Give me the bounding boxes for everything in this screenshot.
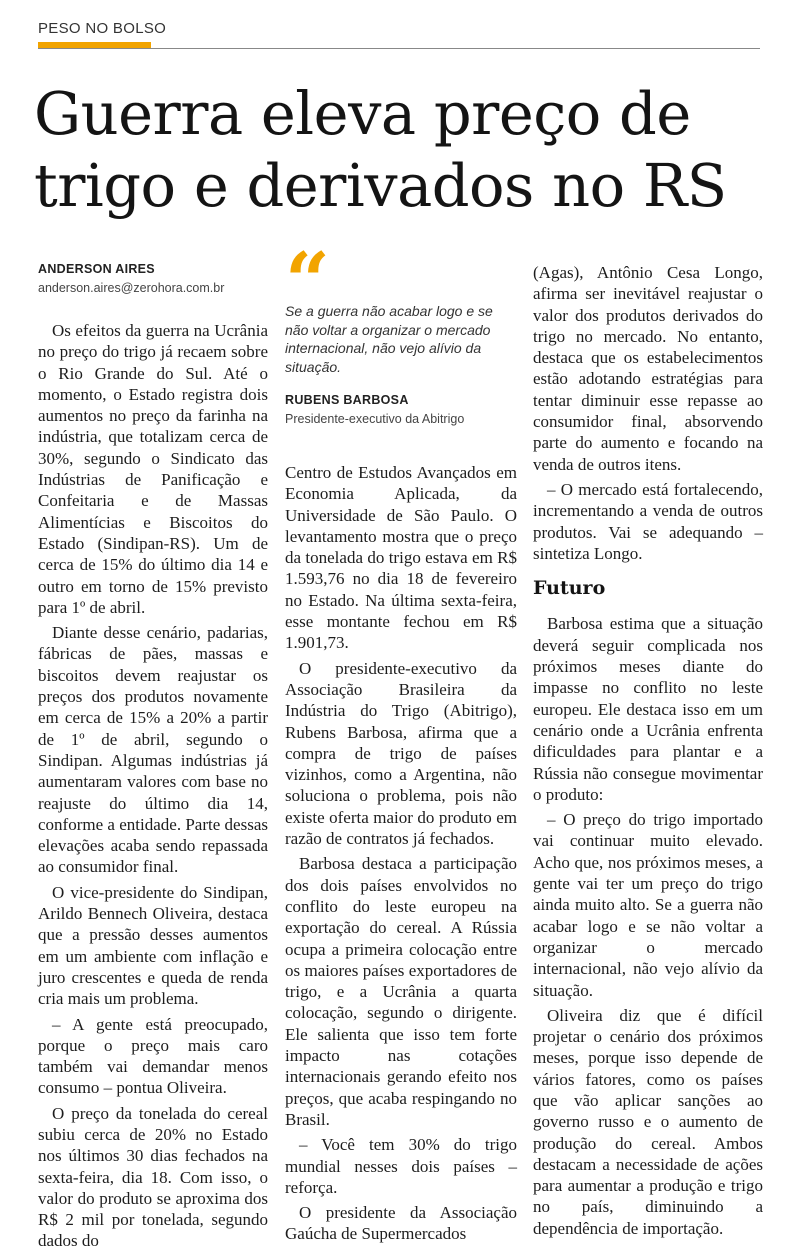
paragraph: Barbosa destaca a participação dos dois países envolvidos no conflito do leste europeu na exportação do cereal. A Rússia ocupa a primeira colocação entre os maiores países exportadores de trigo, e a Ucrânia a quarta colocação, segundo o dirigente. Ele salienta que isso tem forte impacto nas cotações internacionais gerando efeito nos preços, que acaba respingando no Brasil. <box>285 854 517 1129</box>
headline: Guerra eleva preço de trigo e derivados no RS <box>34 79 727 220</box>
paragraph: O preço da tonelada do cereal subiu cerca de 20% no Estado nos últimos 30 dias fechados na sexta-feira, dia 18. Com isso, o valor do produto se aproxima dos R$ 2 mil por tonelada, segundo dados do <box>38 1103 268 1251</box>
paragraph: – A gente está preocupado, porque o preço mais caro também vai demandar menos consumo – pontua Oliveira. <box>38 1014 268 1098</box>
paragraph: O presidente da Associação Gaúcha de Supermercados <box>285 1203 517 1244</box>
section-label: PESO NO BOLSO <box>38 20 167 37</box>
column-1 <box>38 320 268 1256</box>
quote-role: Presidente-executivo da Abitrigo <box>285 412 465 426</box>
paragraph: Barbosa estima que a situação deverá seguir complicada nos próximos meses diante do impasse no conflito no leste europeu. Ele destaca isso em um cenário onde a Ucrânia enfrenta dificuldades para plantar e a Rússia não consegue movimentar o produto: <box>533 614 763 804</box>
column-3 <box>533 262 763 1243</box>
paragraph: – Você tem 30% do trigo mundial nesses dois países – reforça. <box>285 1135 517 1197</box>
quote-mark-icon: “ <box>285 236 330 327</box>
quote-author: RUBENS BARBOSA <box>285 393 409 407</box>
byline <box>38 262 224 295</box>
paragraph: Diante desse cenário, padarias, fábricas de pães, massas e biscoitos devem reajustar os preços dos produtos novamente em cerca de 15% a 20% a partir de 1º de abril, segundo o Sindipan. Algumas indústrias já aumentaram valores com base no reajuste do último dia 14, conforme a entidade. Parte dessas elevações acaba sendo repassada ao consumidor final. <box>38 623 268 877</box>
paragraph: – O mercado está fortalecendo, incrementando a venda de outros produtos. Vai se adequando – sintetiza Longo. <box>533 479 763 563</box>
paragraph: Centro de Estudos Avançados em Economia Aplicada, da Universidade de São Paulo. O levantamento mostra que o preço da tonelada do trigo estava em R$ 1.593,76 no dia 18 de fevereiro no Estado. Na última sexta-feira, esse montante fechou em R$ 1.901,73. <box>285 463 517 653</box>
paragraph: O presidente-executivo da Associação Brasileira da Indústria do Trigo (Abitrigo), Rubens Barbosa, afirma que a compra de trigo de países vizinhos, como a Argentina, não soluciona o problema, pois não existe oferta maior do produto em razão de contratos já fechados. <box>285 658 517 849</box>
paragraph: Oliveira diz que é difícil projetar o cenário dos próximos meses, porque isso depende de vários fatores, como os países que vão aplicar sanções ao governo russo e o aumento de produção do cereal. Ambos destacam a necessidade de ações para aumentar a produção e trigo no país, diminuindo a dependência de importação. <box>533 1005 763 1238</box>
pull-quote <box>285 236 517 426</box>
paragraph: Os efeitos da guerra na Ucrânia no preço do trigo já recaem sobre o Rio Grande do Sul. Até o momento, o Estado registra dois aumentos no preço da farinha na indústria, que totalizam cerca de 30%, segundo o Sindicato das Indústrias de Panificação e Confeitaria e de Massas Alimentícias e Biscoitos do Estado (Sindipan-RS). Um de cerca de 15% do último dia 14 e outro em torno de 15% previsto para 1º de abril. <box>38 321 268 617</box>
column-2 <box>285 462 517 1249</box>
paragraph: O vice-presidente do Sindipan, Arildo Bennech Oliveira, destaca que a pressão desses aumentos em um ambiente com inflação e juro crescentes e queda de renda cria mais um problema. <box>38 882 268 1009</box>
paragraph: – O preço do trigo importado vai continuar muito elevado. Acho que, nos próximos meses, a gente vai ter um preço do trigo ainda muito alto. Se a guerra não acabar logo e se não voltar a organizar o mercado internacional, não vejo alívio da situação. <box>533 810 763 1000</box>
subheading: Futuro <box>533 577 606 600</box>
author-email[interactable]: anderson.aires@zerohora.com.br <box>38 281 225 295</box>
section-divider <box>38 48 760 49</box>
quote-text: Se a guerra não acabar logo e se não voltar a organizar o mercado internacional, não vejo alívio da situação. <box>285 303 493 375</box>
author-name: ANDERSON AIRES <box>38 262 155 276</box>
paragraph: (Agas), Antônio Cesa Longo, afirma ser inevitável reajustar o valor dos produtos derivados do trigo no mercado. No entanto, destaca que os estabelecimentos estão adotando estratégias para tentar diminuir esse repasse ao consumidor final, absorvendo parte do aumento e focando na venda de outros itens. <box>533 263 763 474</box>
